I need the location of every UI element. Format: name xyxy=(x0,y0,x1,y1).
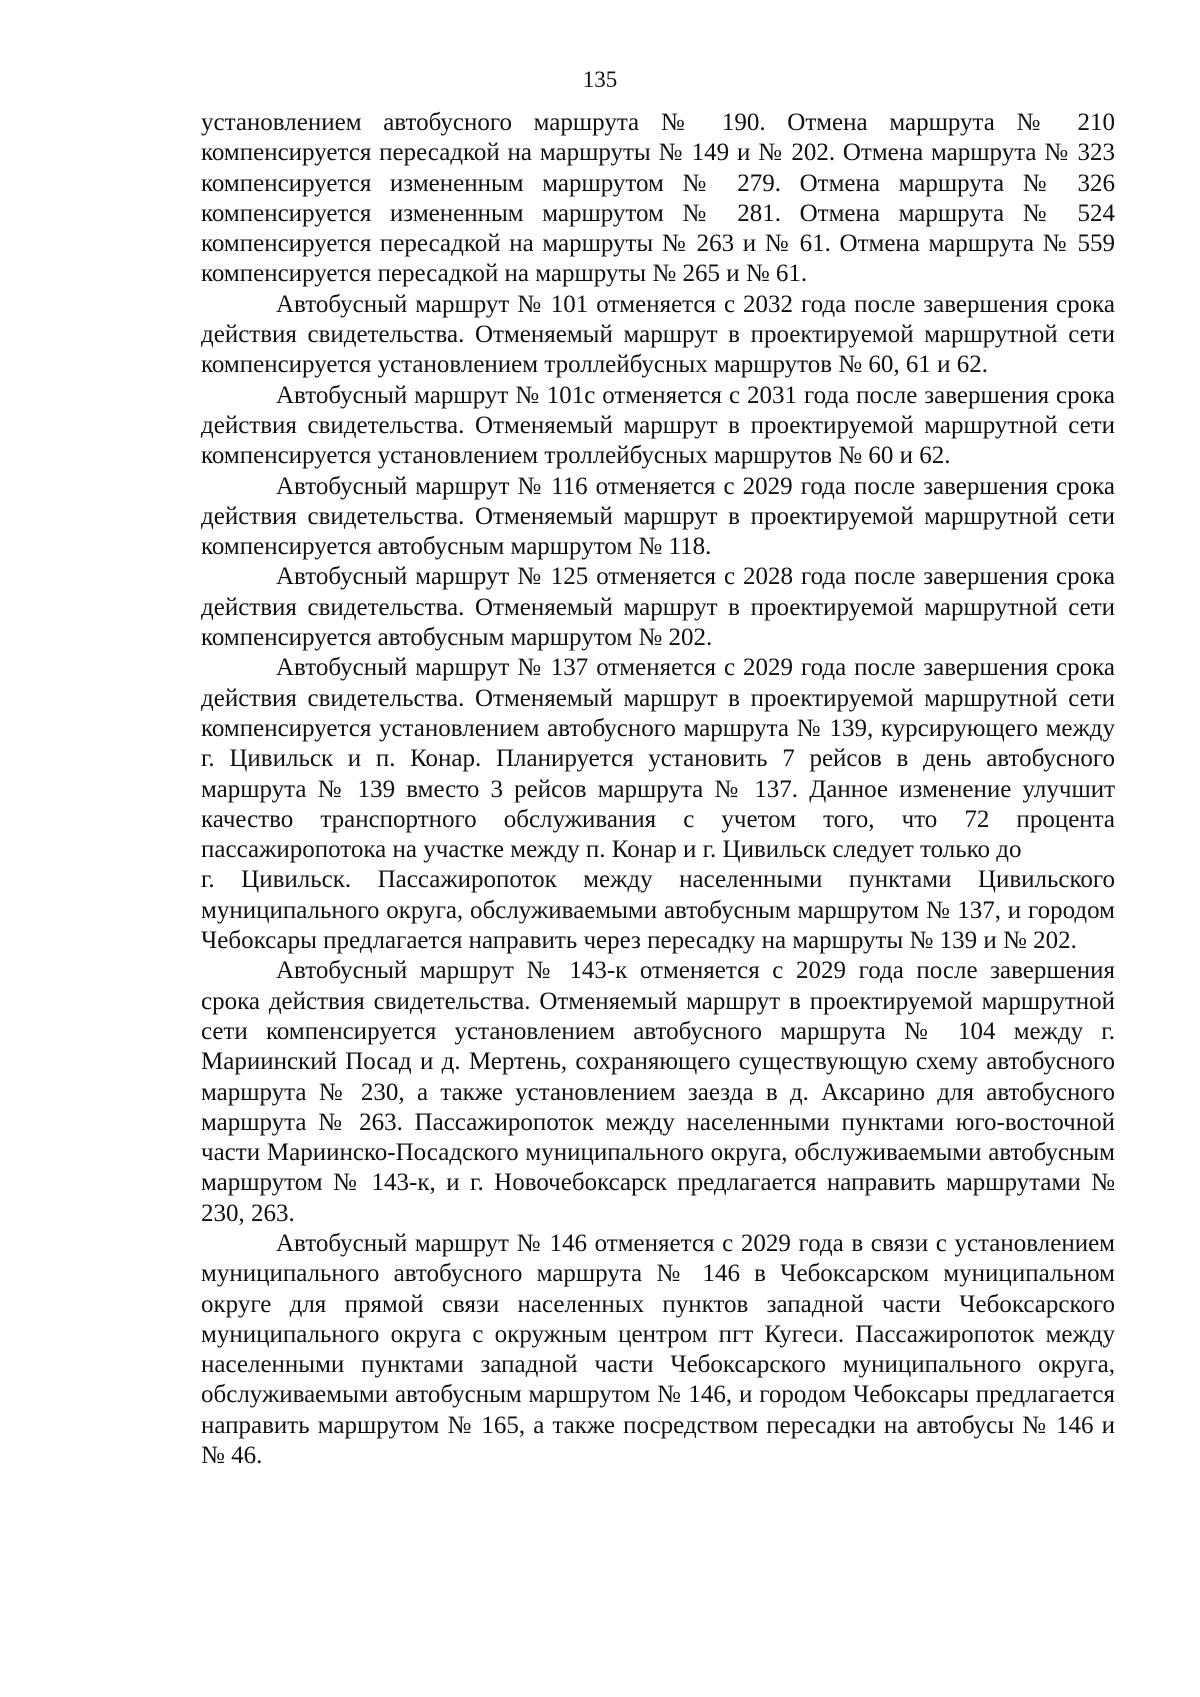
paragraph: установлением автобусного маршрута № 190. Отмена маршрута № 210 компенсируется пересадкой на маршруты № 149 и № 202. Отмена маршрута № 323 компенсируется измененным маршрутом № 279. Отмена маршрута № 326 компенсируется измененным маршрутом № 281. Отмена маршрута № 524 компенсируется пересадкой на маршруты № 263 и № 61. Отмена маршрута № 559 компенсируется пересадкой на маршруты № 265 и № 61. xyxy=(201,109,1115,288)
paragraph: Автобусный маршрут № 125 отменяется с 2028 года после завершения срока действия свидетельства. Отменяемый маршрут в проектируемой маршрутной сети компенсируется автобусным маршрутом № 202. xyxy=(201,563,1115,652)
paragraph: Автобусный маршрут № 146 отменяется с 2029 года в связи с установлением муниципального автобусного маршрута № 146 в Чебоксарском муниципальном округе для прямой связи населенных пунктов западной части Чебоксарского муниципального округа с окружным центром пгт Кугеси. Пассажиропоток между населенными пунктами западной части Чебоксарского муниципального округа, обслуживаемыми автобусным маршрутом № 146, и городом Чебоксары предлагается направить маршрутом № 165, а также посредством пересадки на автобусы № 146 и № 46. xyxy=(201,1229,1115,1470)
paragraph: Автобусный маршрут № 143-к отменяется с 2029 года после завершения срока действия свидетельства. Отменяемый маршрут в проектируемой маршрутной сети компенсируется установлением автобусного маршрута № 104 между г. Мариинский Посад и д. Мертень, сохраняющего существующую схему автобусного маршрута № 230, а также установлением заезда в д. Аксарино для автобусного маршрута № 263. Пассажиропоток между населенными пунктами юго-восточной части Мариинско-Посадского муниципального округа, обслуживаемыми автобусным маршрутом № 143-к, и г. Новочебоксарск предлагается направить маршрутами № 230, 263. xyxy=(201,957,1115,1227)
paragraph: г. Цивильск. Пассажиропоток между населенными пунктами Цивильского муниципального округа, обслуживаемыми автобусным маршрутом № 137, и городом Чебоксары предлагается направить через пересадку на маршруты № 139 и № 202. xyxy=(201,866,1115,955)
document-body xyxy=(201,108,1115,1471)
page-number: 135 xyxy=(582,67,618,92)
paragraph: Автобусный маршрут № 116 отменяется с 2029 года после завершения срока действия свидетельства. Отменяемый маршрут в проектируемой маршрутной сети компенсируется автобусным маршрутом № 118. xyxy=(201,472,1115,561)
paragraph: Автобусный маршрут № 101 отменяется с 2032 года после завершения срока действия свидетельства. Отменяемый маршрут в проектируемой маршрутной сети компенсируется установлением троллейбусных маршрутов № 60, 61 и 62. xyxy=(201,290,1115,379)
paragraph: Автобусный маршрут № 137 отменяется с 2029 года после завершения срока действия свидетельства. Отменяемый маршрут в проектируемой маршрутной сети компенсируется установлением автобусного маршрута № 139, курсирующего между г. Цивильск и п. Конар. Планируется установить 7 рейсов в день автобусного маршрута № 139 вместо 3 рейсов маршрута № 137. Данное изменение улучшит качество транспортного обслуживания с учетом того, что 72 процента пассажиропотока на участке между п. Конар и г. Цивильск следует только до xyxy=(201,654,1115,864)
paragraph: Автобусный маршрут № 101с отменяется с 2031 года после завершения срока действия свидетельства. Отменяемый маршрут в проектируемой маршрутной сети компенсируется установлением троллейбусных маршрутов № 60 и 62. xyxy=(201,381,1115,470)
